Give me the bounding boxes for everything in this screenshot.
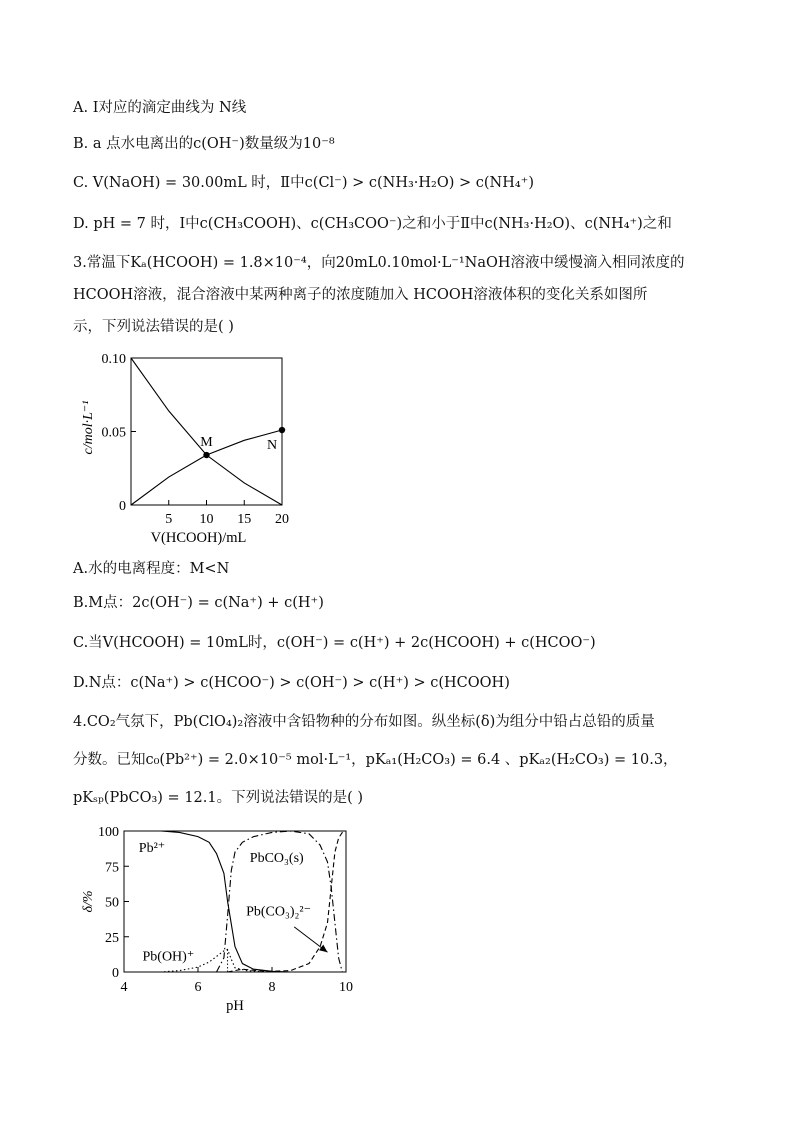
y-tick-label: 75 bbox=[105, 860, 119, 876]
option-2B: B. a 点水电离出的c(OH⁻)数量级为10⁻⁸ bbox=[73, 136, 335, 152]
question-3-line-3: 示，下列说法错误的是( ) bbox=[73, 319, 234, 335]
y-tick-label: 0.05 bbox=[101, 425, 126, 441]
series-label-3: PbCO₃(s) bbox=[249, 851, 304, 867]
option-3B: B.M点：2c(OH⁻) = c(Na⁺) + c(H⁺) bbox=[73, 595, 324, 611]
x-tick-label: 20 bbox=[275, 512, 289, 527]
x-axis-label: V(HCOOH)/mL bbox=[150, 530, 247, 546]
option-2C: C. V(NaOH) = 30.00mL 时，Ⅱ中c(Cl⁻) > c(NH₃·H₂O) > c(NH₄⁺) bbox=[73, 175, 534, 191]
x-tick-label: 4 bbox=[120, 980, 128, 995]
point-label-N: N bbox=[266, 438, 278, 454]
y-tick-label: 25 bbox=[105, 930, 119, 946]
point-N bbox=[279, 427, 285, 433]
option-2A: A. Ⅰ对应的滴定曲线为 N线 bbox=[73, 100, 247, 116]
y-tick-label: 100 bbox=[98, 825, 119, 840]
y-axis-label: δ/% bbox=[81, 890, 96, 913]
question-4-line-1: 4.CO₂气氛下，Pb(ClO₄)₂溶液中含铅物种的分布如图。纵坐标(δ)为组分中铅占总铅的质量 bbox=[73, 714, 655, 730]
x-tick-label: 10 bbox=[339, 980, 353, 995]
chart-concentration bbox=[70, 343, 310, 553]
y-tick-label: 0 bbox=[112, 966, 119, 981]
series-label-4: Pb(CO₃)₂²⁻ bbox=[246, 904, 312, 920]
x-tick-label: 15 bbox=[237, 512, 252, 527]
x-tick-label: 8 bbox=[268, 980, 276, 995]
option-3C: C.当V(HCOOH) = 10mL时，c(OH⁻) = c(H⁺) + 2c(HCOOH) + c(HCOO⁻) bbox=[73, 635, 596, 651]
question-4-line-3: pKₛₚ(PbCO₃) = 12.1。下列说法错误的是( ) bbox=[73, 790, 364, 806]
x-tick-label: 10 bbox=[199, 512, 214, 527]
series-label-1: Pb²⁺ bbox=[138, 841, 166, 857]
option-3A: A.水的电离程度：M<N bbox=[73, 561, 230, 577]
y-tick-label: 50 bbox=[105, 895, 119, 911]
x-tick-label: 6 bbox=[194, 980, 202, 995]
question-3-line-1: 3.常温下Kₐ(HCOOH) = 1.8×10⁻⁴，向20mL0.10mol·L⁻¹NaOH溶液中缓慢滴入相同浓度的 bbox=[73, 255, 685, 271]
question-4-line-2: 分数。已知c₀(Pb²⁺) = 2.0×10⁻⁵ mol·L⁻¹，pKₐ₁(H₂CO₃) = 6.4 、pKₐ₂(H₂CO₃) = 10.3， bbox=[73, 752, 678, 768]
y-tick-label: 0 bbox=[119, 499, 126, 514]
chart-lead-distribution bbox=[80, 816, 380, 1020]
option-3D: D.N点：c(Na⁺) > c(HCOO⁻) > c(OH⁻) > c(H⁺) > c(HCOOH) bbox=[73, 675, 510, 691]
point-label-M: M bbox=[200, 435, 213, 451]
x-tick-label: 5 bbox=[165, 512, 173, 527]
option-2D: D. pH = 7 时，Ⅰ中c(CH₃COOH)、c(CH₃COO⁻)之和小于Ⅱ中c(NH₃·H₂O)、c(NH₄⁺)之和 bbox=[73, 216, 672, 232]
point-M bbox=[203, 452, 209, 458]
y-tick-label: 0.10 bbox=[101, 352, 126, 367]
question-3-line-2: HCOOH溶液，混合溶液中某两种离子的浓度随加入 HCOOH溶液体积的变化关系如图所 bbox=[73, 287, 648, 303]
y-axis-label: c/mol·L⁻¹ bbox=[81, 400, 96, 455]
series-label-2: Pb(OH)⁺ bbox=[142, 949, 195, 965]
plot-frame bbox=[131, 358, 282, 505]
series-curve-1 bbox=[131, 358, 282, 505]
x-axis-label: pH bbox=[226, 998, 244, 1014]
